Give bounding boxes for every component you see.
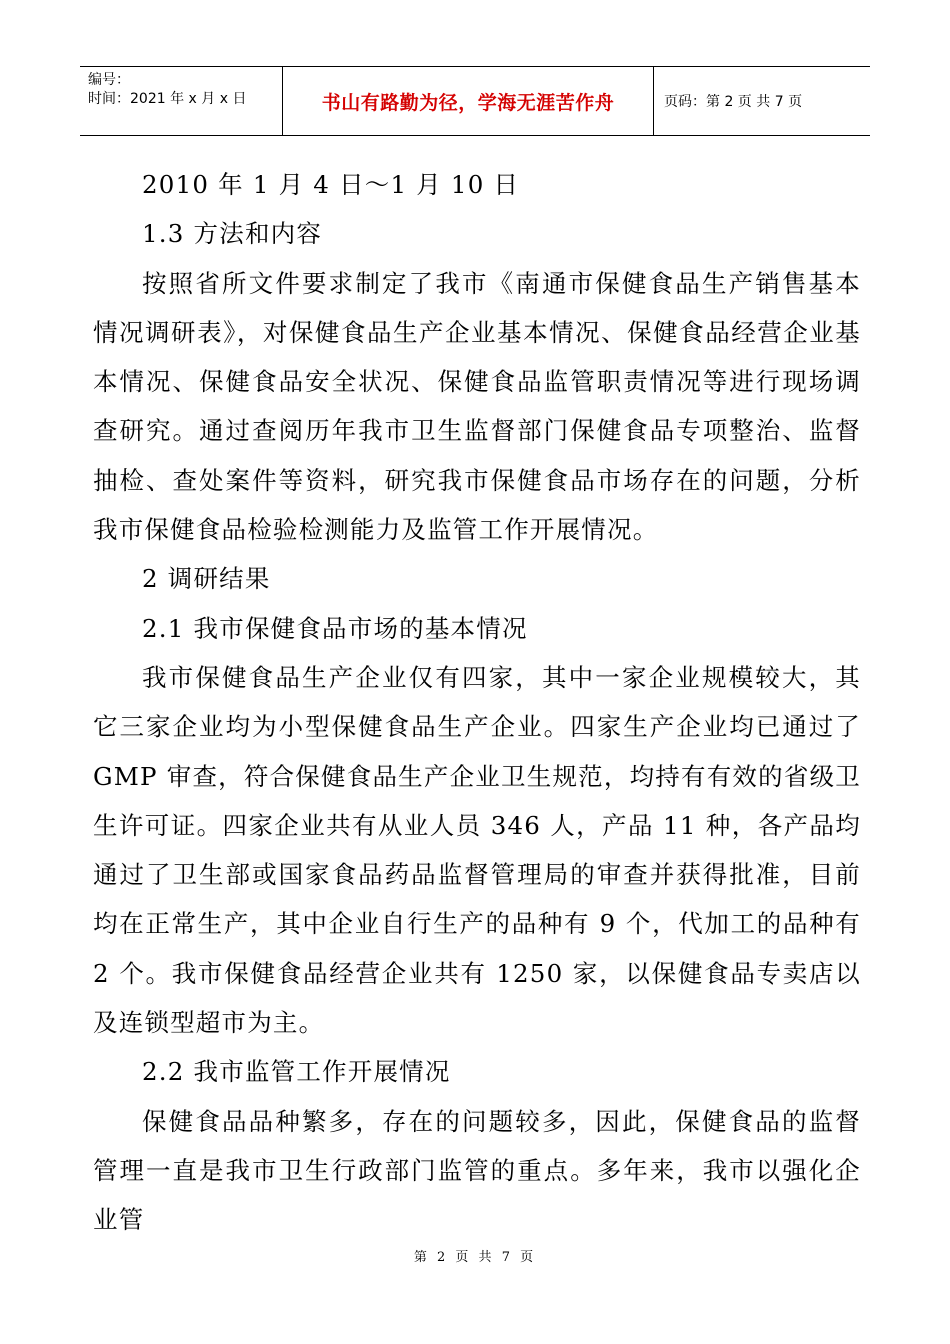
body-paragraph: 我市保健食品生产企业仅有四家，其中一家企业规模较大，其它三家企业均为小型保健食品生产企业。四家生产企业均已通过了 GMP 审查，符合保健食品生产企业卫生规范，均持有有效的省级卫生许可证。四家企业共有从业人员 346 人，产品 11 种，各产品均通过了卫生部或国家食品药品监督管理局的审查并获得批准，目前均在正常生产，其中企业自行生产的品种有 9 个，代加工的品种有 2 个。我市保健食品经营企业共有 1250 家，以保健食品专卖店以及连锁型超市为主。 bbox=[93, 662, 861, 1038]
body-paragraph: 2010 年 1 月 4 日～1 月 10 日 bbox=[142, 170, 520, 199]
section-heading: 2.1 我市保健食品市场的基本情况 bbox=[142, 613, 528, 643]
page-header bbox=[80, 66, 870, 136]
section-heading: 1.3 方法和内容 bbox=[142, 219, 323, 249]
section-heading: 2 调研结果 bbox=[142, 564, 271, 594]
body-paragraph: 保健食品品种繁多，存在的问题较多，因此，保健食品的监督管理一直是我市卫生行政部门监管的重点。多年来，我市以强化企业管 bbox=[93, 1106, 861, 1235]
header-motto: 书山有路勤为径，学海无涯苦作舟 bbox=[283, 67, 654, 135]
section-heading: 2.2 我市监管工作开展情况 bbox=[142, 1057, 451, 1087]
page-footer: 第 2 页 共 7 页 bbox=[413, 1250, 537, 1265]
header-page-number: 页码：第 2 页 共 7 页 bbox=[664, 94, 803, 110]
header-meta bbox=[80, 67, 283, 135]
document-date-label: 时间：2021 年 x 月 x 日 bbox=[88, 91, 247, 107]
document-body bbox=[93, 160, 861, 1245]
document-number-label: 编号： bbox=[88, 72, 130, 88]
body-paragraph: 按照省所文件要求制定了我市《南通市保健食品生产销售基本情况调研表》，对保健食品生产企业基本情况、保健食品经营企业基本情况、保健食品安全状况、保健食品监管职责情况等进行现场调查研究。通过查阅历年我市卫生监督部门保健食品专项整治、监督抽检、查处案件等资料，研究我市保健食品市场存在的问题，分析我市保健食品检验检测能力及监管工作开展情况。 bbox=[93, 268, 861, 545]
